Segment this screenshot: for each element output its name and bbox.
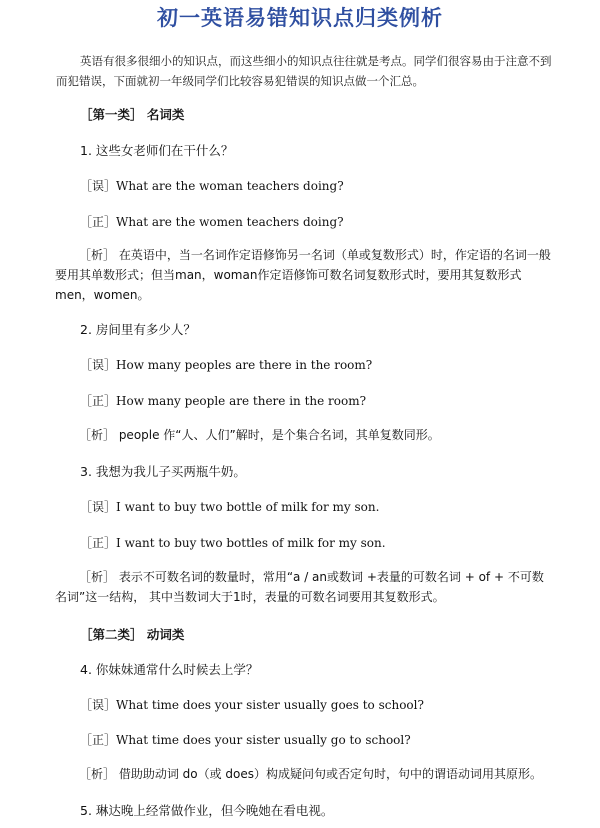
- wrong-tag: ［误］: [80, 698, 117, 712]
- wrong-tag: ［误］: [80, 179, 117, 193]
- right-tag: ［正］: [80, 215, 117, 229]
- document-title: 初一英语易错知识点归类例析: [157, 5, 443, 30]
- wrong-sentence: What time does your sister usually goes to school?: [116, 698, 424, 712]
- wrong-example-1: [80, 177, 344, 194]
- wrong-example-2: [80, 356, 372, 373]
- intro-paragraph: 英语有很多很细小的知识点，而这些细小的知识点往往就是考点。同学们很容易由于注意不到而犯错误，下面就初一年级同学们比较容易犯错误的知识点做一个汇总。: [56, 54, 552, 88]
- wrong-sentence: What are the woman teachers doing?: [116, 179, 344, 193]
- wrong-sentence: How many peoples are there in the room?: [116, 358, 373, 372]
- section-heading-nouns: ［第一类］ 名词类: [80, 107, 185, 122]
- right-example-3: [80, 534, 386, 551]
- right-sentence: What are the women teachers doing?: [116, 215, 344, 229]
- question-4: 4. 你妹妹通常什么时候去上学？: [80, 662, 259, 677]
- question-1: 1. 这些女老师们在干什么？: [80, 143, 234, 158]
- analysis-note-4: ［析］ 借助助动词 do（或 does）构成疑问句或否定句时，句中的谓语动词用其原形。: [79, 767, 542, 781]
- wrong-tag: ［误］: [80, 500, 117, 514]
- wrong-tag: ［误］: [80, 358, 117, 372]
- question-3: 3. 我想为我儿子买两瓶牛奶。: [80, 464, 246, 479]
- question-2: 2. 房间里有多少人？: [80, 322, 196, 337]
- question-5: 5. 琳达晚上经常做作业，但今晚她在看电视。: [80, 803, 334, 818]
- analysis-note-3: ［析］ 表示不可数名词的数量时，常用“a / an或数词 +表量的可数名词 + of + 不可数名词”这一结构， 其中当数词大于1时，表量的可数名词要用其复数形式。: [55, 570, 544, 604]
- right-tag: ［正］: [80, 536, 117, 550]
- right-example-4: [80, 731, 411, 748]
- analysis-note-2: ［析］ people 作“人、人们”解时，是个集合名词，其单复数同形。: [79, 428, 440, 442]
- right-tag: ［正］: [80, 733, 117, 747]
- right-tag: ［正］: [80, 394, 117, 408]
- right-example-1: [80, 213, 344, 230]
- section-heading-verbs: ［第二类］ 动词类: [80, 627, 185, 642]
- wrong-example-4: [80, 696, 424, 713]
- right-sentence: I want to buy two bottles of milk for my son.: [116, 536, 386, 550]
- wrong-example-3: [80, 498, 379, 515]
- right-sentence: How many people are there in the room?: [116, 394, 367, 408]
- right-sentence: What time does your sister usually go to school?: [116, 733, 411, 747]
- right-example-2: [80, 392, 366, 409]
- analysis-note-1: ［析］ 在英语中，当一名词作定语修饰另一名词（单或复数形式）时，作定语的名词一般要用其单数形式；但当man，woman作定语修饰可数名词复数形式时，要用其复数形式men，women。: [55, 248, 551, 302]
- wrong-sentence: I want to buy two bottle of milk for my son.: [116, 500, 380, 514]
